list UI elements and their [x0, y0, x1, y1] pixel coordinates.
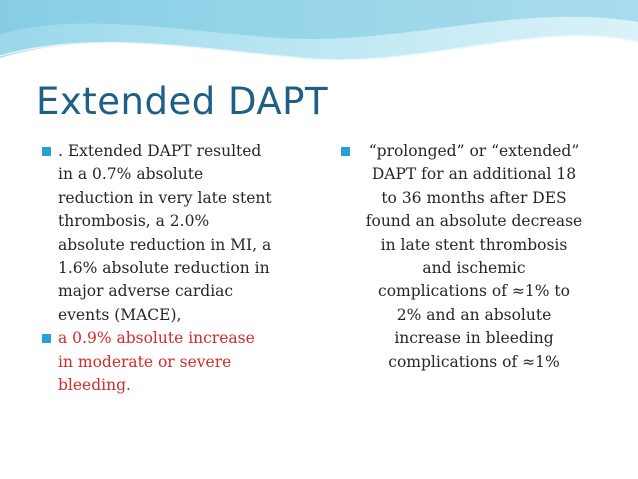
text-line: found an absolute decrease: [365, 212, 583, 231]
square-bullet-icon: [42, 147, 51, 156]
right-column: [341, 140, 631, 374]
text-line: and ischemic: [422, 259, 526, 278]
text-line: “prolonged” or “extended”: [368, 142, 580, 160]
text-line: . Extended DAPT resulted: [58, 142, 262, 160]
text-line: in moderate or severe: [58, 352, 232, 371]
text-line: 2% and an absolute: [396, 305, 552, 324]
left-column: [42, 140, 302, 397]
text-line: thrombosis, a 2.0%: [58, 212, 210, 231]
right-bullet-text: [341, 140, 599, 374]
text-line: reduction in very late stent: [58, 188, 272, 207]
text-line: increase in bleeding: [394, 329, 554, 348]
text-line: bleeding.: [58, 376, 131, 395]
header-wave-decoration: [0, 0, 638, 80]
text-line: DAPT for an additional 18: [371, 165, 577, 184]
text-line: complications of ≈1% to: [378, 282, 570, 301]
left-bullet-item-1: [42, 140, 302, 327]
left-bullet-item-2: [42, 327, 302, 397]
text-line: absolute reduction in MI, a: [58, 235, 272, 254]
text-line: to 36 months after DES: [381, 188, 567, 207]
text-line: in a 0.7% absolute: [58, 165, 204, 184]
text-line: a 0.9% absolute increase: [58, 329, 255, 348]
slide-title: Extended DAPT: [36, 80, 329, 123]
square-bullet-icon: [42, 334, 51, 343]
text-line: complications of ≈1%: [388, 352, 560, 371]
text-line: in late stent thrombosis: [380, 235, 568, 254]
text-line: events (MACE),: [58, 305, 182, 324]
text-line: major adverse cardiac: [58, 282, 234, 301]
text-line: 1.6% absolute reduction in: [58, 259, 270, 278]
right-bullet-item: [341, 140, 631, 374]
square-bullet-icon: [341, 147, 350, 156]
